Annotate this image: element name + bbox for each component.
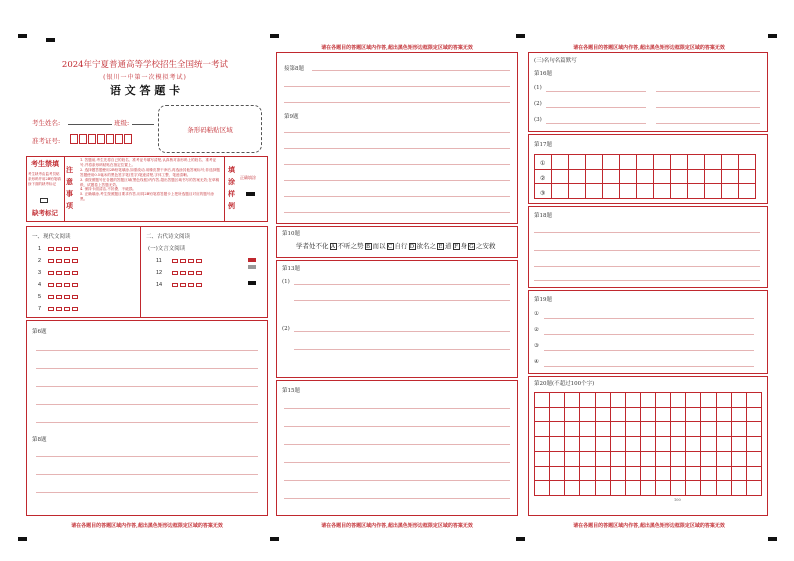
q16-part-1: (1) xyxy=(534,85,542,91)
q17-row-numbers: ① ② ③ xyxy=(540,160,546,197)
card-title: 语 文 答 题 卡 xyxy=(109,84,181,97)
notes-list: 1. 答题前,考生先将自己的姓名、准考证号填写清楚,认真核对条形码上的姓名、准考证号,并将条形码粘贴在指定位置上。 2. 选择题答题使用2B铅笔填涂,如需改动,用橡皮擦干净后,再选涂其他答案标号;非选择题答题使用0.5毫米的黑色签字笔(签字)笔迹清楚,字体工整、笔迹清晰。 3. 请按照题号在各题的答题区域(黑色线框)内作答,超出答题区域书写的答案无效;在草稿纸、试题卷上答题无效。 4. 保持卡面清洁,不折叠、不破损。 5. 正确填涂,考生按照题目要求作答,用同2B铅笔将答题卡上把所选题目对应的题号涂黑。 xyxy=(80,158,220,202)
q13-part-2: (2) xyxy=(282,326,290,332)
registration-mark xyxy=(18,537,27,541)
answer-line[interactable] xyxy=(534,280,760,281)
fill-sample-mark xyxy=(246,192,255,196)
color-sample xyxy=(248,258,256,262)
q20-writing-grid[interactable] xyxy=(534,392,762,496)
answer-line[interactable] xyxy=(656,123,760,124)
question-9-label: 第9题 xyxy=(284,114,299,120)
q10-sentence[interactable]: 学者处不化 A 不听之势 B 而以 C 自行 D 欲名之 E 道 F 身 G 之安救 xyxy=(296,242,496,250)
question-17-label: 第17题 xyxy=(534,142,552,148)
q16-part-3: (3) xyxy=(534,117,542,123)
q19-row-2: ② xyxy=(534,327,539,333)
answer-area-q15 xyxy=(276,380,518,516)
answer-line[interactable] xyxy=(534,266,760,267)
registration-mark xyxy=(46,38,55,42)
registration-mark xyxy=(516,34,525,38)
question-8-label: 第8题 xyxy=(32,437,47,443)
question-10-label: 第10题 xyxy=(282,231,300,237)
question-18-label: 第18题 xyxy=(534,213,552,219)
q19-row-4: ④ xyxy=(534,359,539,365)
missing-mark-label: 缺考标记 xyxy=(32,209,58,217)
id-label: 准考证号: xyxy=(32,137,61,145)
answer-line[interactable] xyxy=(544,350,754,351)
class-field[interactable] xyxy=(132,124,154,125)
answer-line[interactable] xyxy=(534,250,760,251)
answer-area-q19 xyxy=(528,290,768,374)
boundary-warning: 请在各题目的答题区域内作答,超出黑色矩形边框限定区域的答案无效 xyxy=(573,45,725,51)
answer-line[interactable] xyxy=(546,107,646,108)
boundary-warning: 请在各题目的答题区域内作答,超出黑色矩形边框限定区域的答案无效 xyxy=(573,523,725,529)
answer-line[interactable] xyxy=(284,180,510,181)
answer-line[interactable] xyxy=(544,318,754,319)
section2-subtitle: (一)文言文阅读 xyxy=(148,246,186,252)
answer-line[interactable] xyxy=(36,492,258,493)
question-13-label: 第13题 xyxy=(282,266,300,272)
boundary-warning: 请在各题目的答题区域内作答,超出黑色矩形边框限定区域的答案无效 xyxy=(321,45,473,51)
answer-line[interactable] xyxy=(656,91,760,92)
answer-line[interactable] xyxy=(294,349,510,350)
answer-line[interactable] xyxy=(656,107,760,108)
answer-line[interactable] xyxy=(284,444,510,445)
registration-mark xyxy=(270,537,279,541)
q13-part-1: (1) xyxy=(282,279,290,285)
fill-correct-label: 正确填涂 xyxy=(240,175,256,180)
answer-area-q13 xyxy=(276,260,518,378)
answer-line[interactable] xyxy=(284,102,510,103)
registration-mark xyxy=(768,537,777,541)
registration-mark xyxy=(270,34,279,38)
class-label: 班级: xyxy=(114,119,130,127)
section1-choices[interactable]: 1 2 3 4 5 7 xyxy=(38,243,80,315)
barcode-label: 条形码粘贴区域 xyxy=(187,126,233,134)
q16-part-2: (2) xyxy=(534,101,542,107)
registration-mark xyxy=(768,34,777,38)
question-20-label: 第20题(不超过100个字) xyxy=(534,381,595,387)
name-field[interactable] xyxy=(68,124,112,125)
section2-choices[interactable]: 11 12 14 xyxy=(156,255,204,291)
name-label: 考生姓名: xyxy=(32,119,61,127)
boundary-warning: 请在各题目的答题区域内作答,超出黑色矩形边框限定区域的答案无效 xyxy=(321,523,473,529)
answer-line[interactable] xyxy=(294,300,510,301)
answer-area-q16 xyxy=(528,52,768,132)
q19-row-3: ③ xyxy=(534,343,539,349)
q17-grid[interactable] xyxy=(534,154,756,199)
question-6-label: 第6题 xyxy=(32,329,47,335)
answer-line[interactable] xyxy=(284,408,510,409)
registration-mark xyxy=(516,537,525,541)
answer-line[interactable] xyxy=(284,86,510,87)
missing-title: 考生禁填 xyxy=(31,159,59,168)
question-8-continued-label: 接第8题 xyxy=(284,66,304,72)
boundary-warning: 请在各题目的答题区域内作答,超出黑色矩形边框限定区域的答案无效 xyxy=(71,523,223,529)
answer-line[interactable] xyxy=(284,164,510,165)
answer-line[interactable] xyxy=(294,284,510,285)
answer-line[interactable] xyxy=(36,456,258,457)
answer-line[interactable] xyxy=(546,123,646,124)
id-boxes[interactable] xyxy=(70,134,133,144)
grid-counter: 100 xyxy=(674,498,681,502)
answer-line[interactable] xyxy=(546,91,646,92)
answer-line[interactable] xyxy=(284,462,510,463)
answer-line[interactable] xyxy=(284,148,510,149)
answer-line[interactable] xyxy=(284,480,510,481)
section1-title: 一、现代文阅读 xyxy=(32,234,71,240)
fill-title: 填涂样例 xyxy=(228,165,235,210)
answer-line[interactable] xyxy=(36,422,258,423)
question-19-label: 第19题 xyxy=(534,297,552,303)
section3-title: (三)名句名篇默写 xyxy=(534,58,577,64)
answer-line[interactable] xyxy=(36,404,258,405)
answer-line[interactable] xyxy=(544,366,754,367)
notes-title: 注意事项 xyxy=(66,165,73,210)
answer-area-q18 xyxy=(528,206,768,288)
color-sample xyxy=(248,281,256,285)
answer-line[interactable] xyxy=(284,426,510,427)
answer-line[interactable] xyxy=(312,70,510,71)
missing-mark-box[interactable] xyxy=(40,198,48,203)
section2-title: 二、古代诗文阅读 xyxy=(146,234,191,240)
answer-line[interactable] xyxy=(534,232,760,233)
exam-subtitle: (银川一中第一次模拟考试) xyxy=(103,74,187,81)
answer-line[interactable] xyxy=(284,498,510,499)
answer-line[interactable] xyxy=(284,132,510,133)
answer-area-q9 xyxy=(276,52,518,224)
answer-line[interactable] xyxy=(36,368,258,369)
answer-line[interactable] xyxy=(36,350,258,351)
answer-line[interactable] xyxy=(284,212,510,213)
exam-title: 2024年宁夏普通高等学校招生全国统一考试 xyxy=(61,60,229,70)
missing-desc: 考生缺考由监考员贴条形码并用2B铅笔填涂下面的缺考标记 xyxy=(28,172,61,186)
registration-mark xyxy=(18,34,27,38)
q19-row-1: ① xyxy=(534,311,539,317)
answer-line[interactable] xyxy=(294,331,510,332)
answer-line[interactable] xyxy=(36,386,258,387)
color-sample xyxy=(248,265,256,269)
answer-line[interactable] xyxy=(284,196,510,197)
question-16-label: 第16题 xyxy=(534,71,552,77)
question-15-label: 第15题 xyxy=(282,388,300,394)
answer-line[interactable] xyxy=(36,474,258,475)
answer-line[interactable] xyxy=(544,334,754,335)
